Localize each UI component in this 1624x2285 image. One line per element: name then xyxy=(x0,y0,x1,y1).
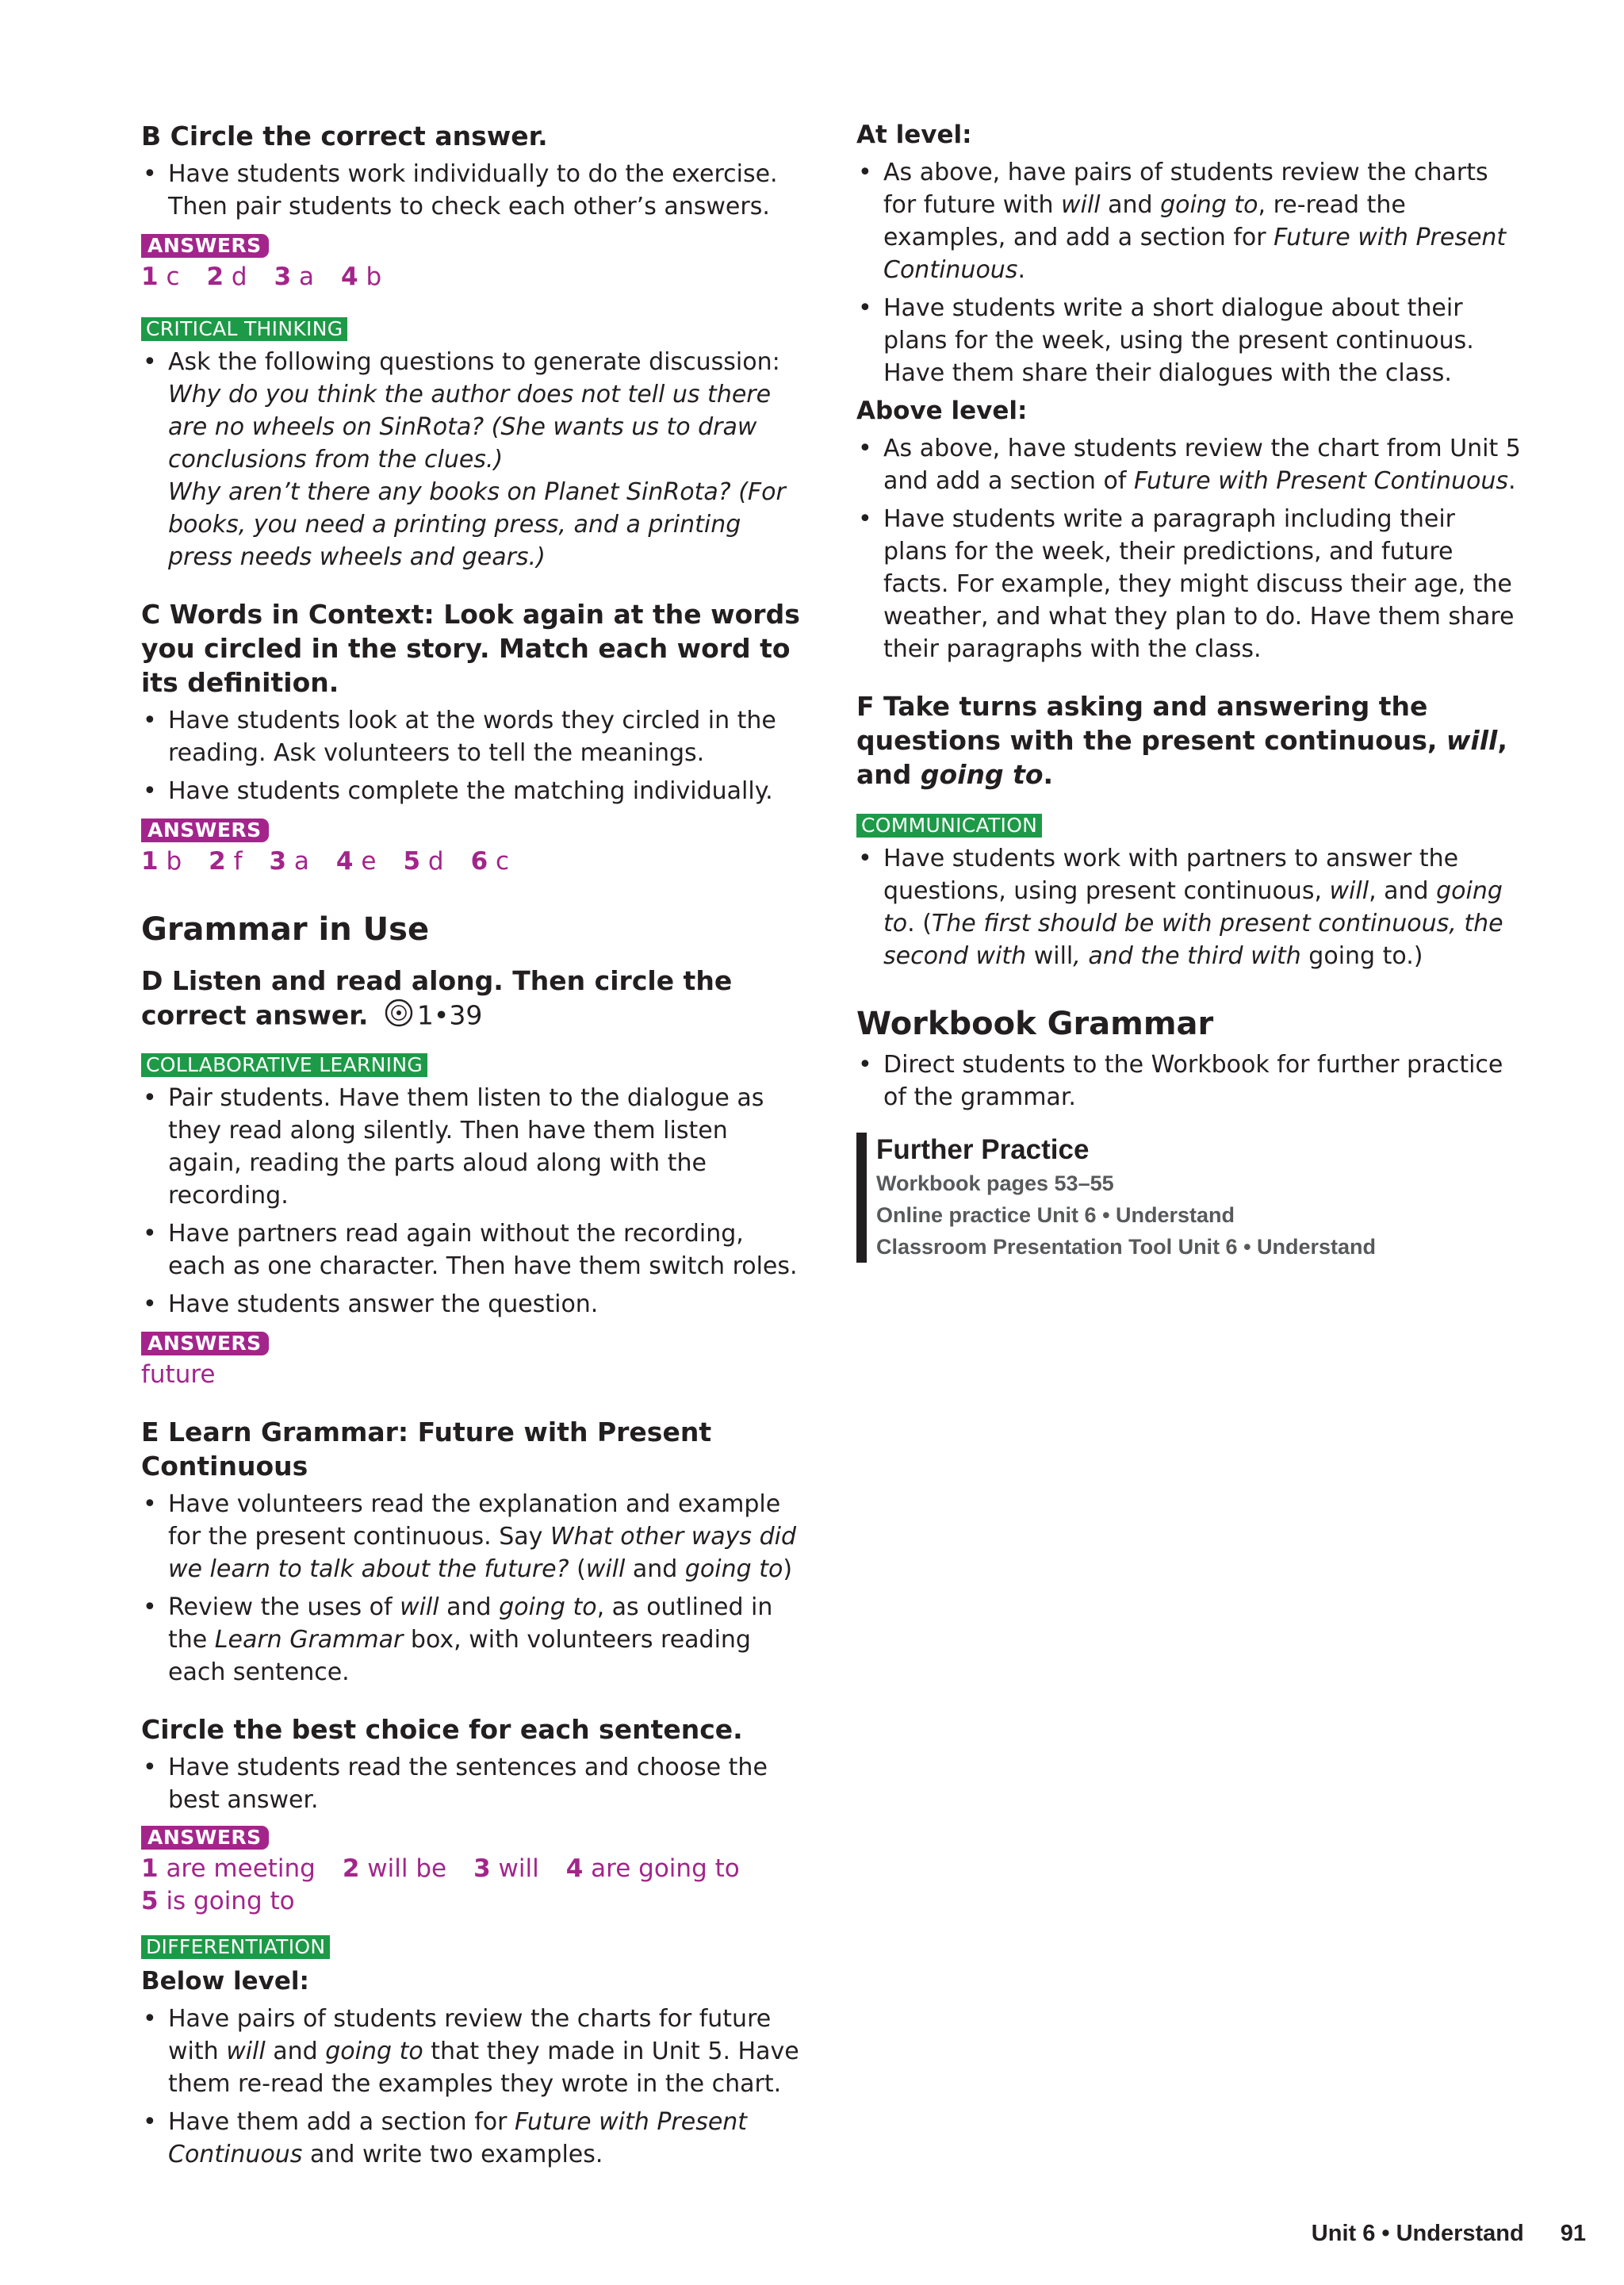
list-item: • Have students write a paragraph including their plans for the week, their predictions, and future facts. For example, they might discuss their age, the weather, and what they plan to do. Have them share their paragraphs with the class. xyxy=(856,503,1522,665)
above-level-bullets xyxy=(856,432,1522,665)
section-e-bullets xyxy=(141,1488,807,1689)
answers-tag: ANSWERS xyxy=(141,234,269,258)
critical-question-2: Why aren’t there any books on Planet SinRota? (For books, you need a printing press, and a printing press needs wheels and gears.) xyxy=(168,478,786,571)
workbook-grammar-heading: Workbook Grammar xyxy=(856,1006,1214,1042)
list-item xyxy=(141,346,807,573)
section-e-heading: E Learn Grammar: Future with Present Continuous xyxy=(141,1417,712,1482)
answer-val: a xyxy=(299,263,315,291)
section-f-heading: F Take turns asking and answering the questions with the present continuous, will, and going to. xyxy=(856,691,1507,790)
answers-block-c xyxy=(141,819,807,878)
above-level-heading: Above level: xyxy=(856,397,1028,425)
section-c-heading: C Words in Context: Look again at the words you circled in the story. Match each word to its definition. xyxy=(141,599,800,698)
answer-num: 2 xyxy=(209,847,226,876)
answers-block-b xyxy=(141,234,807,293)
list-item: • Review the uses of will and going to, as outlined in the Learn Grammar box, with volunteers reading each sentence. xyxy=(141,1591,807,1689)
differentiation-block xyxy=(141,1935,807,2171)
section-d-title: D Listen and read along. Then circle the correct answer. xyxy=(141,965,733,1031)
critical-thinking-tag: CRITICAL THINKING xyxy=(141,317,347,341)
answer-val: b xyxy=(166,847,182,876)
answers-block-e xyxy=(141,1826,807,1918)
answers-block-d xyxy=(141,1332,807,1391)
list-item: • Have students write a short dialogue about their plans for the week, using the present continuous. Have them share their dialogues with the class. xyxy=(856,292,1522,389)
section-d-bullets xyxy=(141,1082,807,1321)
list-item: • Have students work with partners to answer the questions, using present continuous, will, and going to. (The first should be with present continuous, the second with will, and the third with going to.) xyxy=(856,842,1522,972)
critical-bullets xyxy=(141,346,807,573)
list-item: • As above, have students review the chart from Unit 5 and add a section of Future with Present Continuous. xyxy=(856,432,1522,497)
answer-num: 3 xyxy=(269,847,287,876)
answer-val: b xyxy=(366,263,382,291)
page-number: 91 xyxy=(1560,2221,1586,2246)
answer-num: 1 xyxy=(141,847,159,876)
answer-val: d xyxy=(231,263,247,291)
at-level-bullets xyxy=(856,156,1522,389)
communication-tag: COMMUNICATION xyxy=(856,814,1042,838)
answers-tag: ANSWERS xyxy=(141,819,269,842)
answers-tag: ANSWERS xyxy=(141,1826,269,1850)
answers-row xyxy=(141,845,807,878)
track-number: 1•39 xyxy=(416,999,483,1031)
answers-row xyxy=(141,261,807,293)
at-level-heading: At level: xyxy=(856,121,972,149)
list-item: • Have students look at the words they circled in the reading. Ask volunteers to tell the meanings. xyxy=(141,704,807,769)
section-f-bullets xyxy=(856,842,1522,972)
list-item: • Have pairs of students review the charts for future with will and going to that they made in Unit 5. Have them re-read the examples they wrote in the chart. xyxy=(141,2003,807,2100)
grammar-in-use-heading: Grammar in Use xyxy=(141,911,430,948)
further-practice-line: Classroom Presentation Tool Unit 6 • Understand xyxy=(876,1235,1377,1259)
collaborative-block xyxy=(141,1053,807,1321)
answer-num: 6 xyxy=(470,847,488,876)
list-item: • Have students complete the matching individually. xyxy=(141,775,807,807)
answer-text: future xyxy=(141,1360,216,1389)
section-b-heading: B Circle the correct answer. xyxy=(141,121,548,151)
list-item: • As above, have pairs of students review the charts for future with will and going to, re-read the examples, and add a section for Future with Present Continuous. xyxy=(856,156,1522,286)
answer-num: 5 xyxy=(403,847,421,876)
answer-val: e xyxy=(361,847,377,876)
circle-best-heading: Circle the best choice for each sentence. xyxy=(141,1714,743,1745)
differentiation-tag: DIFFERENTIATION xyxy=(141,1935,330,1959)
list-item: • Direct students to the Workbook for further practice of the grammar. xyxy=(856,1049,1522,1114)
below-level-heading: Below level: xyxy=(141,1967,309,1996)
critical-intro: Ask the following questions to generate discussion: xyxy=(168,348,780,376)
list-item: • Have volunteers read the explanation and example for the present continuous. Say What other ways did we learn to talk about the future? (will and going to) xyxy=(141,1488,807,1585)
answer-val: a xyxy=(293,847,309,876)
list-item: • Pair students. Have them listen to the dialogue as they read along silently. Then have them listen again, reading the parts aloud along with the recording. xyxy=(141,1082,807,1212)
section-b-bullets xyxy=(141,158,807,223)
workbook-bullets xyxy=(856,1049,1522,1114)
page-footer xyxy=(1312,2221,1586,2247)
further-practice-box xyxy=(856,1133,1522,1263)
answers-row: 1 are meeting 2 will be 3 will 4 are going to 5 is going to xyxy=(141,1854,740,1915)
further-practice-line: Online practice Unit 6 • Understand xyxy=(876,1203,1235,1227)
answer-num: 1 xyxy=(141,263,159,291)
footer-unit: Unit 6 • Understand xyxy=(1311,2221,1524,2246)
right-column xyxy=(856,119,1522,1263)
answer-num: 4 xyxy=(341,263,358,291)
list-item: • Have partners read again without the recording, each as one character. Then have them switch roles. xyxy=(141,1217,807,1282)
answer-val: d xyxy=(427,847,444,876)
list-item: • Have students work individually to do the exercise. Then pair students to check each other’s answers. xyxy=(141,158,807,223)
list-item: • Have them add a section for Future with Present Continuous and write two examples. xyxy=(141,2106,807,2171)
answer-val: c xyxy=(496,847,510,876)
below-level-bullets xyxy=(141,2003,807,2171)
communication-block xyxy=(856,814,1522,972)
collaborative-learning-tag: COLLABORATIVE LEARNING xyxy=(141,1053,427,1077)
circle-best-bullets xyxy=(141,1751,807,1816)
list-item: • Have students read the sentences and choose the best answer. xyxy=(141,1751,807,1816)
section-c-bullets xyxy=(141,704,807,807)
answer-num: 3 xyxy=(274,263,292,291)
list-item: • Have students answer the question. xyxy=(141,1288,807,1321)
critical-thinking-block xyxy=(141,317,807,573)
cd-icon xyxy=(384,998,414,1036)
answer-num: 4 xyxy=(335,847,354,876)
answer-val: f xyxy=(233,847,243,876)
section-d-heading xyxy=(141,964,807,1036)
critical-question-1: Why do you think the author does not tell us there are no wheels on SinRota? (She wants us to draw conclusions from the clues.) xyxy=(168,381,772,473)
answer-val: c xyxy=(166,263,180,291)
left-column xyxy=(141,119,807,2176)
answer-num: 2 xyxy=(206,263,224,291)
further-practice-line: Workbook pages 53–55 xyxy=(876,1171,1114,1195)
answers-tag: ANSWERS xyxy=(141,1332,269,1355)
further-practice-title: Further Practice xyxy=(876,1134,1090,1165)
